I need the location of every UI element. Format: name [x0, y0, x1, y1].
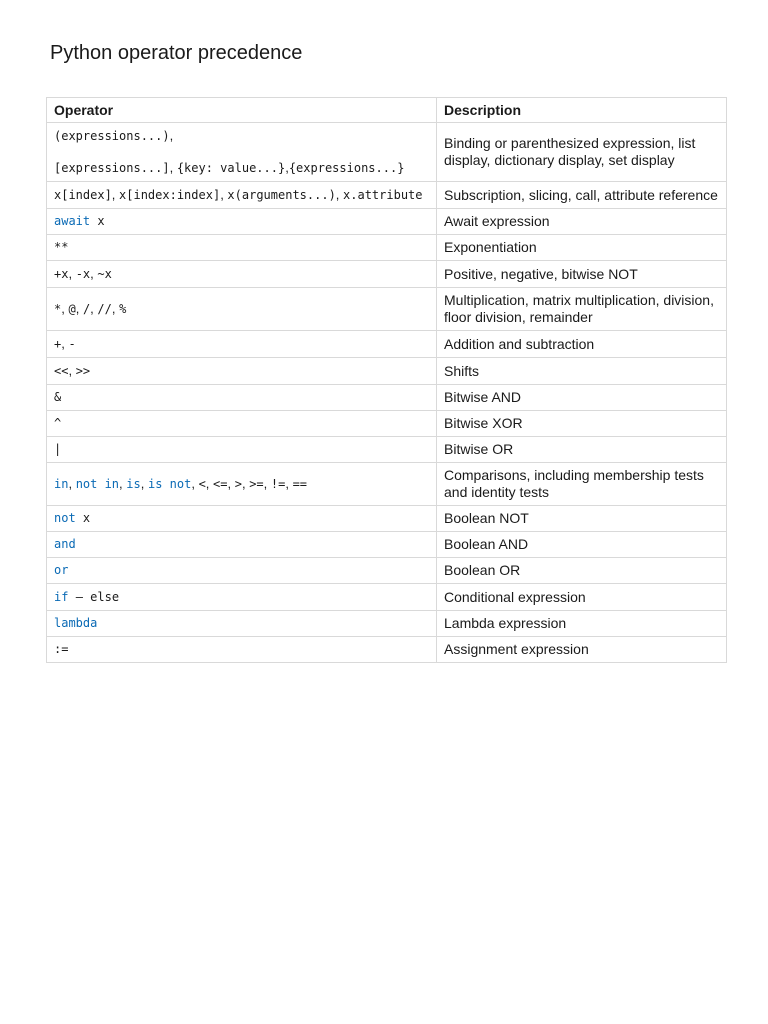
description-cell: Bitwise AND: [437, 385, 727, 411]
operator-cell: [47, 506, 437, 532]
description-cell: Multiplication, matrix multiplication, division, floor division, remainder: [437, 288, 727, 331]
operator-cell: <<, >>: [47, 358, 437, 385]
operator-column-header: Operator: [47, 98, 437, 123]
operator-cell: in, not in, is, is not, <, <=, >, >=, !=, ==: [47, 463, 437, 506]
operator-cell: [47, 637, 437, 663]
page-title: Python operator precedence: [50, 42, 303, 64]
description-cell: Binding or parenthesized expression, list display, dictionary display, set display: [437, 123, 727, 182]
description-cell: Exponentiation: [437, 235, 727, 261]
operator-token: x[index]: [54, 188, 112, 202]
operator-token: >: [234, 477, 242, 491]
operator-cell: [47, 532, 437, 558]
description-cell: Conditional expression: [437, 584, 727, 611]
table-row: [47, 261, 727, 288]
operator-token: {expressions...}: [288, 161, 405, 175]
operator-cell: [47, 209, 437, 235]
table-row: [47, 288, 727, 331]
table-row: [47, 411, 727, 437]
table-header-row: [47, 98, 727, 123]
operator-token: >=: [249, 477, 264, 491]
operator-token: /: [82, 302, 91, 316]
operator-cell: x[index], x[index:index], x(arguments...), x.attribute: [47, 182, 437, 209]
description-cell: Boolean OR: [437, 558, 727, 584]
keyword-token: or: [54, 563, 69, 577]
keyword-token: if: [54, 590, 69, 604]
operator-cell: [47, 584, 437, 611]
operator-token: @: [68, 302, 76, 316]
table-row: [47, 385, 727, 411]
table-row: [47, 558, 727, 584]
operator-token: |: [54, 442, 62, 456]
table-row: [47, 437, 727, 463]
operator-token: !=: [270, 477, 286, 491]
description-cell: Await expression: [437, 209, 727, 235]
operator-token: &: [54, 390, 62, 404]
description-cell: Shifts: [437, 358, 727, 385]
description-cell: Bitwise OR: [437, 437, 727, 463]
table-row: [47, 506, 727, 532]
operator-token: **: [54, 240, 69, 254]
operator-cell: [47, 611, 437, 637]
keyword-token: not: [54, 511, 76, 525]
operator-cell: [47, 411, 437, 437]
operator-token: else: [90, 590, 120, 604]
description-cell: Boolean NOT: [437, 506, 727, 532]
description-cell: Comparisons, including membership tests and identity tests: [437, 463, 727, 506]
table-row: [47, 611, 727, 637]
operator-cell: (expressions...), [expressions...], {key: value...},{expressions...}: [47, 123, 437, 182]
operator-token: //: [97, 302, 112, 316]
operator-cell: [47, 558, 437, 584]
keyword-token: in: [54, 477, 69, 491]
description-cell: Bitwise XOR: [437, 411, 727, 437]
operator-token: x.attribute: [343, 188, 423, 202]
operator-token: x: [97, 214, 105, 228]
table-row: [47, 182, 727, 209]
operator-cell: +, -: [47, 331, 437, 358]
operator-precedence-table: [46, 97, 727, 663]
table-row: [47, 209, 727, 235]
operator-token: [expressions...]: [54, 161, 170, 175]
table-row: [47, 358, 727, 385]
description-cell: Positive, negative, bitwise NOT: [437, 261, 727, 288]
keyword-token: not in: [75, 477, 120, 491]
table-row: [47, 123, 727, 182]
operator-token: -: [68, 337, 76, 351]
operator-token: +: [54, 337, 62, 351]
operator-token: ^: [54, 416, 62, 430]
operator-token: :=: [54, 642, 69, 656]
table-row: [47, 463, 727, 506]
table-row: [47, 637, 727, 663]
table-row: [47, 331, 727, 358]
description-cell: Subscription, slicing, call, attribute reference: [437, 182, 727, 209]
table-row: [47, 235, 727, 261]
description-cell: Assignment expression: [437, 637, 727, 663]
operator-cell: [47, 235, 437, 261]
description-cell: Addition and subtraction: [437, 331, 727, 358]
operator-token: -x: [75, 267, 91, 281]
operator-token: x[index:index]: [119, 188, 221, 202]
operator-token: –: [75, 589, 83, 604]
operator-token: *: [54, 302, 62, 316]
description-cell: Lambda expression: [437, 611, 727, 637]
keyword-token: lambda: [54, 616, 98, 630]
operator-cell: *, @, /, //, %: [47, 288, 437, 331]
operator-token: >>: [75, 364, 91, 378]
keyword-token: is: [126, 477, 141, 491]
table-row: [47, 532, 727, 558]
operator-token: ~x: [97, 267, 112, 281]
operator-token: x: [82, 511, 91, 525]
operator-token: <: [198, 477, 206, 491]
operator-token: <<: [54, 364, 69, 378]
operator-cell: [47, 385, 437, 411]
keyword-token: is not: [147, 477, 192, 491]
description-column-header: Description: [437, 98, 727, 123]
operator-token: x(arguments...): [227, 188, 336, 202]
operator-token: +x: [54, 267, 69, 281]
keyword-token: and: [54, 537, 76, 551]
table-row: [47, 584, 727, 611]
operator-token: <=: [213, 477, 228, 491]
operator-token: ==: [292, 477, 308, 491]
operator-cell: +x, -x, ~x: [47, 261, 437, 288]
description-cell: Boolean AND: [437, 532, 727, 558]
operator-cell: [47, 437, 437, 463]
operator-token: %: [119, 302, 127, 316]
operator-token: {key: value...}: [176, 161, 286, 175]
keyword-token: await: [54, 214, 91, 228]
operator-token: (expressions...): [54, 129, 170, 143]
